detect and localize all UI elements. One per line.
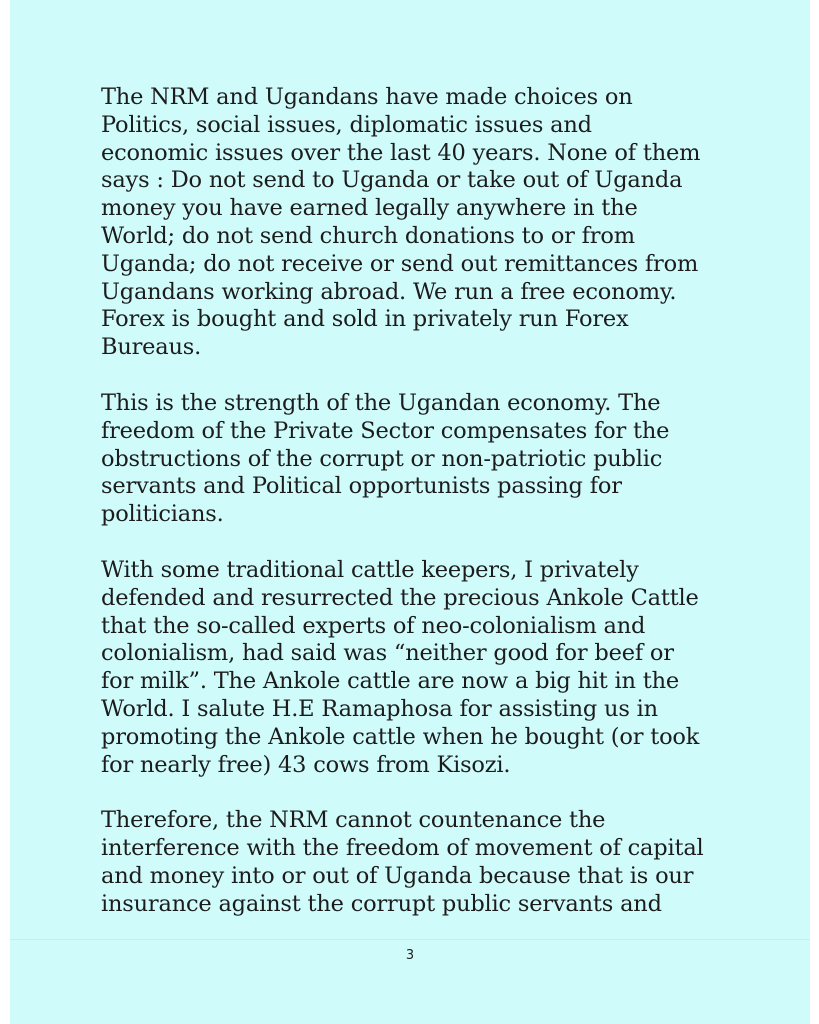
text-line: This is the strength of the Ugandan economy. The — [101, 389, 661, 416]
text-line: Forex is bought and sold in privately run Forex — [101, 306, 629, 333]
text-line: that the so-called experts of neo-colonialism and — [101, 612, 646, 639]
text-line: servants and Political opportunists passing for — [101, 473, 622, 500]
text-line: for nearly free) 43 cows from Kisozi. — [101, 751, 511, 778]
text-line: interference with the freedom of movement of capital — [101, 835, 704, 862]
paragraph-3 — [101, 557, 741, 779]
text-line: With some traditional cattle keepers, I privately — [101, 556, 639, 583]
text-line: Politics, social issues, diplomatic issues and — [101, 111, 592, 138]
page-number: 3 — [405, 948, 415, 963]
text-line: Uganda; do not receive or send out remittances from — [101, 250, 699, 277]
text-line: insurance against the corrupt public servants and — [101, 890, 662, 917]
text-line: freedom of the Private Sector compensates for the — [101, 417, 670, 444]
paragraph-2 — [101, 390, 741, 529]
text-line: Therefore, the NRM cannot countenance the — [101, 807, 606, 834]
text-line: obstructions of the corrupt or non-patriotic public — [101, 445, 663, 472]
text-line: economic issues over the last 40 years. None of them — [101, 139, 701, 166]
text-line: The NRM and Ugandans have made choices on — [101, 84, 633, 110]
text-line: defended and resurrected the precious Ankole Cattle — [101, 584, 699, 611]
text-line: and money into or out of Uganda because that is our — [101, 862, 694, 889]
footer-divider — [10, 939, 810, 940]
paragraph-1 — [101, 84, 741, 362]
text-line: Bureaus. — [101, 334, 202, 361]
text-line: World. I salute H.E Ramaphosa for assisting us in — [101, 695, 658, 722]
text-line: for milk”. The Ankole cattle are now a big hit in the — [101, 668, 680, 695]
text-line: promoting the Ankole cattle when he bought (or took — [101, 723, 700, 750]
paragraph-4 — [101, 807, 741, 918]
text-line: money you have earned legally anywhere in the — [101, 195, 638, 222]
body-text — [101, 84, 741, 947]
text-line: Ugandans working abroad. We run a free economy. — [101, 278, 677, 305]
document-page — [10, 0, 810, 1024]
text-line: colonialism, had said was “neither good for beef or — [101, 640, 674, 667]
text-line: politicians. — [101, 501, 224, 528]
text-line: says : Do not send to Uganda or take out of Uganda — [101, 167, 683, 194]
text-line: World; do not send church donations to or from — [101, 222, 635, 249]
